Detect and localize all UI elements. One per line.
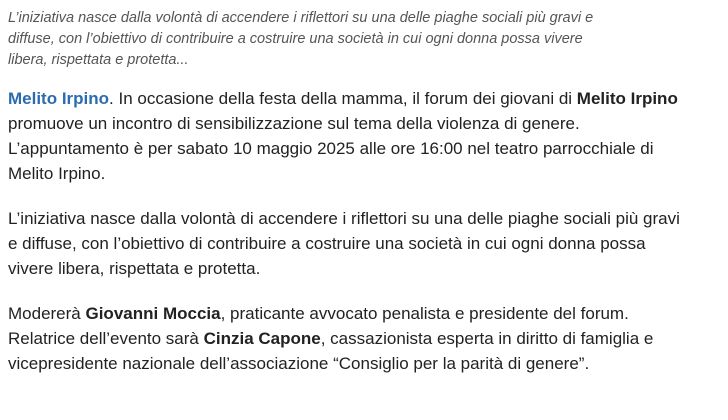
text-span: , cassazionista esperta in diritto di famiglia e — [320, 329, 654, 348]
paragraph-purpose — [8, 206, 724, 281]
paragraph-speakers — [8, 301, 724, 376]
paragraph-line: L’appuntamento è per sabato 10 maggio 2025 alle ore 16:00 nel teatro parrocchiale di — [8, 139, 654, 158]
text-span: Relatrice dell’evento sarà — [8, 329, 204, 348]
moderator-name: Giovanni Moccia — [85, 304, 221, 323]
paragraph-line — [8, 301, 724, 326]
paragraph-line — [8, 86, 724, 111]
paragraph-line — [8, 326, 724, 351]
paragraph-line: promuove un incontro di sensibilizzazione sul tema della violenza di genere. — [8, 114, 580, 133]
speaker-name: Cinzia Capone — [203, 329, 321, 348]
text-span: Modererà — [8, 304, 86, 323]
paragraph-line: vicepresidente nazionale dell’associazione “Consiglio per la parità di genere”. — [8, 354, 590, 373]
place-link-melito-irpino[interactable]: Melito Irpino — [8, 89, 110, 108]
excerpt-line: libera, rispettata e protetta... — [8, 52, 189, 68]
paragraph-line: e diffuse, con l’obiettivo di contribuire a costruire una società in cui ogni donna possa — [8, 234, 646, 253]
excerpt-line: L’iniziativa nasce dalla volontà di accendere i riflettori su una delle piaghe sociali più gravi e — [8, 10, 594, 26]
text-span: . In occasione della festa della mamma, il forum dei giovani di — [109, 89, 577, 108]
article-excerpt — [8, 8, 722, 71]
paragraph-line: L’iniziativa nasce dalla volontà di accendere i riflettori su una delle piaghe sociali più gravi — [8, 209, 680, 228]
paragraph-intro — [8, 86, 724, 186]
paragraph-line: vivere libera, rispettata e protetta. — [8, 259, 261, 278]
text-span: , praticante avvocato penalista e presidente del forum. — [220, 304, 629, 323]
excerpt-line: diffuse, con l’obiettivo di contribuire a costruire una società in cui ogni donna possa vivere — [8, 31, 583, 47]
paragraph-line: Melito Irpino. — [8, 164, 106, 183]
bold-place-name: Melito Irpino — [576, 89, 678, 108]
article-body — [8, 86, 724, 396]
